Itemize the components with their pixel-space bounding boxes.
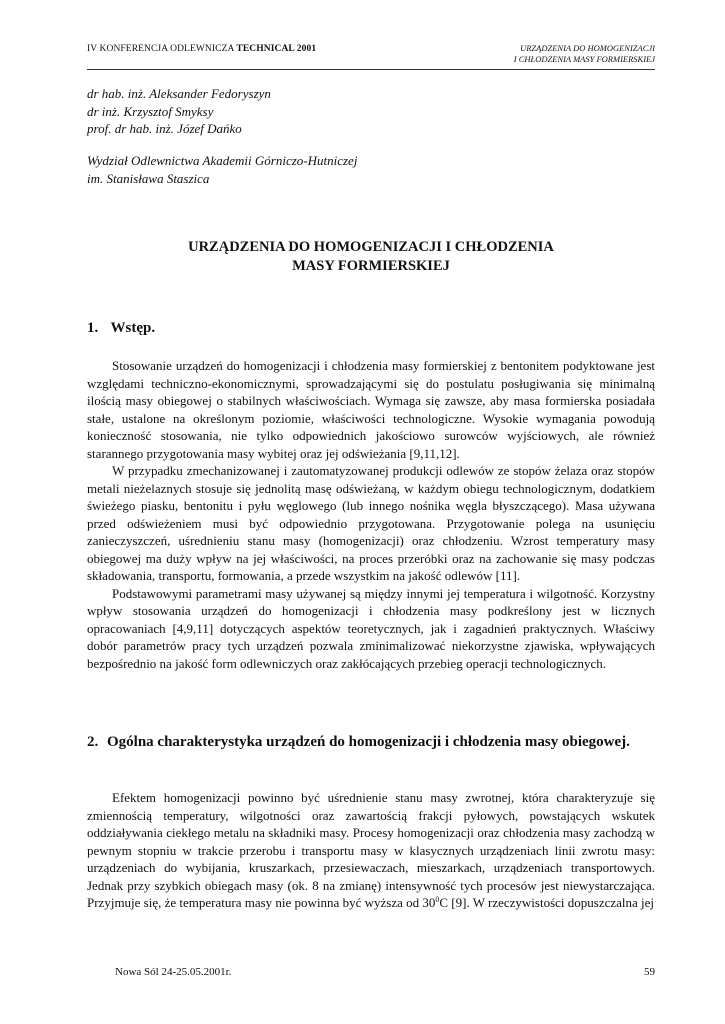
header-paper-title [514, 43, 655, 65]
section-1-paragraph-2: W przypadku zmechanizowanej i zautomatyzowanej produkcji odlewów ze stopów żelaza oraz stopów metali nieżelaznych stosuje się jednolitą masę odświeżaną, w każdym obiegu technologicznym, dodatkiem świeżego piasku, bentonitu i pyłu węglowego (lub innego nośnika węgla błyszczącego). Masa używana przed odświeżeniem musi być odpowiednio przygotowana. Przygotowanie polega na usunięciu zanieczyszczeń, uśrednieniu stanu masy (homogenizacji) oraz chłodzeniu. Wzrost temperatury masy obiegowej ma duży wpływ na jej właściwości, na proces przeróbki oraz na zachowanie się masy podczas składowania, transportu, formowania, a przede wszystkim na jakość odlewów [11]. [87, 463, 655, 583]
section-1-paragraph-1: Stosowanie urządzeń do homogenizacji i chłodzenia masy formierskiej z bentonitem podyktowane jest względami techniczno-ekonomicznymi, sprowadzającymi się do postulatu posługiwania się minimalną ilością masy obiegowej o stabilnych właściwościach. Wymaga się zawsze, aby masa formierska posiadała stałe, ustalone na określonym poziomie, właściwości technologiczne. Wysokie wymagania powodują konieczność stosowania, nie tylko odpowiednich jakościowo surowców wyjściowych, ale również starannego przygotowania masy wybitej oraz jej odświeżania [9,11,12]. [87, 358, 655, 461]
degree-superscript: 0 [435, 895, 440, 904]
author-1: dr hab. inż. Aleksander Fedoryszyn [87, 86, 271, 101]
section-1-heading [87, 320, 155, 337]
running-header [87, 40, 655, 70]
page-number: 59 [644, 966, 655, 978]
author-3: prof. dr hab. inż. Józef Dańko [87, 121, 242, 136]
header-title-line-2: I CHŁODZENIA MASY FORMIERSKIEJ [513, 54, 655, 64]
paper-title-line-1: URZĄDZENIA DO HOMOGENIZACJI I CHŁODZENIA [188, 239, 554, 255]
header-conference-prefix: IV KONFERENCJA ODLEWNICZA [87, 44, 234, 54]
section-1-title: Wstęp. [110, 320, 156, 336]
section-2-text-b: C [9]. W rzeczywistości dopuszczalna jej [439, 895, 655, 910]
author-list [87, 85, 271, 138]
section-2-paragraph-1 [87, 789, 655, 912]
affiliation-line-1: Wydział Odlewnictwa Akademii Górniczo-Hutniczej [87, 153, 358, 168]
header-conference [87, 44, 316, 54]
author-2: dr inż. Krzysztof Smyksy [87, 103, 214, 119]
section-1-number: 1. [87, 320, 99, 336]
footer-location-date: Nowa Sól 24-25.05.2001r. [115, 966, 232, 978]
section-1-paragraph-3: Podstawowymi parametrami masy używanej są między innymi jej temperatura i wilgotność. Korzystny wpływ stosowania urządzeń do homogenizacji i chłodzenia masy podkreślony jest w licznych opracowaniach [4,9,11] dotyczących aspektów teoretycznych, jak i zagadnień praktycznych. Właściwy dobór parametrów pracy tych urządzeń pozwala zminimalizować niekorzystne zjawiska, wpływających bezpośrednio na jakość form odlewniczych oraz zakłócających przebieg operacji technologicznych. [87, 585, 655, 671]
affiliation [87, 152, 357, 187]
section-2-number: 2. [87, 734, 99, 750]
section-2-body [87, 789, 655, 912]
section-2-title: Ogólna charakterystyka urządzeń do homogenizacji i chłodzenia masy obiegowej. [107, 734, 630, 750]
paper-title-line-2: MASY FORMIERSKIEJ [292, 257, 450, 274]
header-conference-name: TECHNICAL 2001 [236, 44, 317, 54]
header-title-line-1: URZĄDZENIA DO HOMOGENIZACJI [520, 43, 655, 53]
section-1-body [87, 357, 655, 672]
section-2-heading [87, 733, 655, 752]
section-2-text-a: Efektem homogenizacji powinno być uśrednienie stanu masy zwrotnej, która charakteryzuje się zmiennością temperatury, wilgotności oraz zawartością frakcji pyłowych, powstających wskutek oddziaływania ciekłego metalu na składniki masy. Procesy homogenizacji oraz chłodzenia masy zachodzą w pewnym stopniu w trakcie przerobu i transportu masy w klasycznych urządzeniach linii zwrotu masy: urządzeniach do wybijania, kruszarkach, przesiewaczach, mieszarkach, urządzeniach transportowych. Jednak przy szybkich obiegach masy (ok. 8 na zmianę) intensywność tych procesów jest niewystarczająca. Przyjmuje się, że temperatura masy nie powinna być wyższa od 30 [87, 790, 655, 910]
paper-title [87, 238, 655, 275]
affiliation-line-2: im. Stanisława Staszica [87, 170, 210, 186]
